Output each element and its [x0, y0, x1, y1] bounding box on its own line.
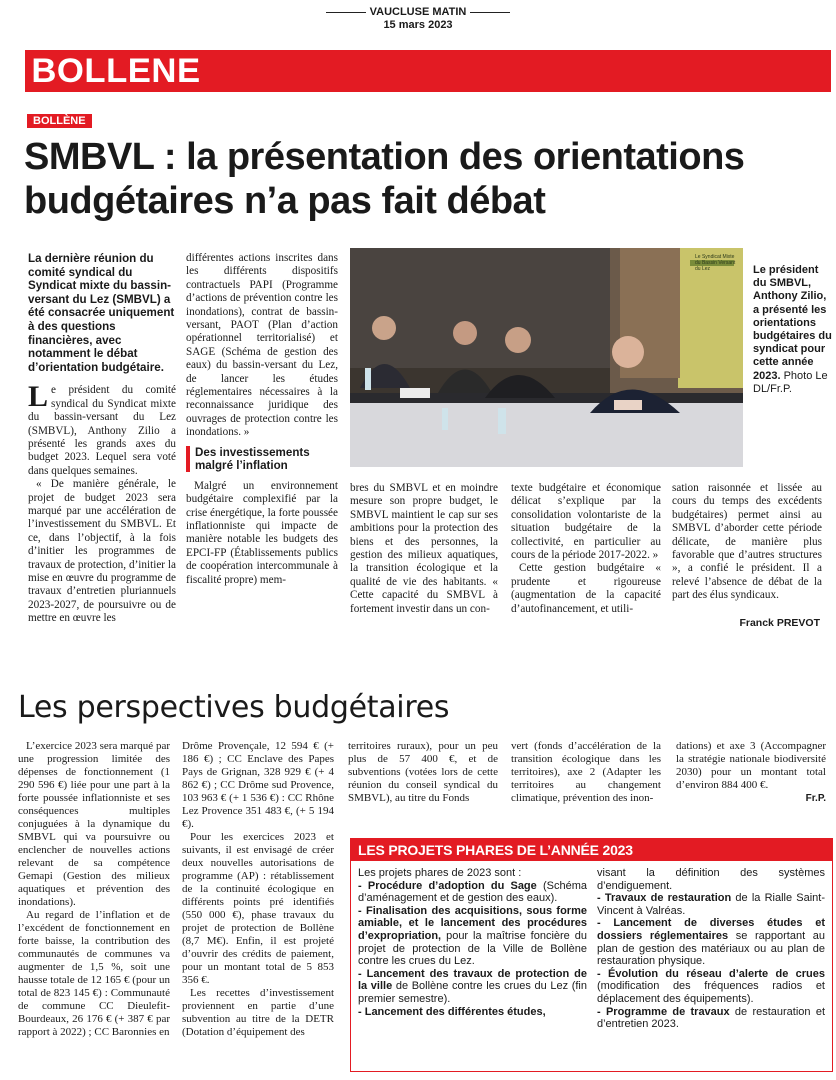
- perspectives-paragraph-8: dations) et axe 3 (Accompagner la stratégie nationale biodiversité 2030) pour un montant total d’environ 884 400 €.: [676, 740, 826, 791]
- article-column-2: [186, 252, 338, 587]
- perspectives-paragraph-3: Drôme Provençale, 12 594 € (+ 186 €) ; CC Enclave des Papes Pays de Grignan, 328 929 € (+ 4 862 €) ; CC Drôme sud Provence, 103 963 € (+ 1 536 €) : CC Rhône Lez Provence 351 483 €, (+ 5 194 €).: [182, 740, 334, 830]
- perspectives-paragraph-4: Pour les exercices 2023 et suivants, il est envisagé de créer deux nouvelles autorisations de programme (AP) : rétablissement de la continuité écologique en différents points pré identifiés (550 000 €), phase travaux du projet de protection de Bollène (8,7 M€). Enfin, il est projeté d’ouvrir des crédits de paiement, pour un montant total de 5 853 356 €.: [182, 831, 334, 986]
- projet-item-5-text: de la Rialle Saint-Vincent à Valréas.: [597, 892, 825, 917]
- article-paragraph-3: différentes actions inscrites dans les différents dispositifs contractuels PAPI (Programme d’actions de prévention contre les inondations), contrat de bassin-versant, PAOT (Plan d’action opérationnel territorialisé) et SAGE (Schéma de gestion des eaux) du bassin-versant du Lez, de lancer les études réglementaires nécessaires à la reconnaissance juridique des ouvrages de protection contre les inondations. »: [186, 252, 338, 439]
- projet-item-2: [358, 905, 587, 968]
- article-paragraph-6: texte budgétaire et économique délicat s’explique par la consolidation volontariste de la situation budgétaire de la collectivité, en particulier au cours de la période 2017-2022. »: [511, 482, 661, 562]
- projet-item-2-bold: - Finalisation des acquisitions, sous forme amiable, et le lancement des procédures d’expropriation,: [358, 904, 587, 942]
- projet-item-2-text: pour la maîtrise foncière du projet de protection de la Ville de Bollène contre les crues du Lez.: [358, 929, 587, 968]
- perspectives-paragraph-1: L’exercice 2023 sera marqué par une progression limitée des dépenses de fonctionnement (1 290 596 €) liée pour une part à la forte poussée inflationniste et ses conséquences multiples conjuguées à la dynamique du SMBVL qui va poursuivre ou enclencher de nouvelles actions relevant de sa compétence Gemapi (Gestion des milieux aquatiques et prévention des inondations).: [18, 740, 170, 908]
- publication-date: 15 mars 2023: [383, 19, 453, 31]
- drop-cap: L: [28, 380, 49, 414]
- perspectives-column-2: [182, 740, 334, 1039]
- projets-phares-title-bar: [351, 839, 832, 861]
- perspectives-column-1: [18, 740, 170, 1039]
- article-column-4: [511, 482, 661, 616]
- photo-credit: Photo Le DL/Fr.P.: [753, 369, 828, 395]
- article-headline: [24, 135, 824, 223]
- newspaper-name: VAUCLUSE MATIN: [369, 6, 467, 18]
- paragraph-1-text: e président du comité syndical du Syndicat mixte du bassin-versant du Lez (SMBVL), Anthony Zilio a présenté les grands axes du budget 2023. Lequel sera voté dans quelques semaines.: [28, 384, 176, 477]
- article-paragraph-8: sation raisonnée et lissée au cours du temps des excédents budgétaires) permet ainsi au SMBVL d’aborder cette période délicate, de manière plus favorable que d’autres structures », a confié le président. Il a relevé l’absence de débat de la part des élus syndicaux.: [672, 482, 822, 602]
- perspectives-heading: Les perspectives budgétaires: [18, 690, 450, 725]
- projet-item-3: [358, 968, 587, 1006]
- perspectives-signature: Fr.P.: [805, 793, 826, 804]
- headline-line-1: SMBVL : la présentation des orientations: [24, 136, 745, 178]
- article-paragraph-7: Cette gestion budgétaire « prudente et rigoureuse (augmentation de la capacité d’autofinancement, et utili-: [511, 562, 661, 615]
- projet-item-3-text: de Bollène contre les crues du Lez (fin premier semestre).: [358, 980, 587, 1005]
- projet-item-1: [358, 880, 587, 905]
- projet-item-6: [597, 917, 825, 967]
- projet-item-6-bold: - Lancement de diverses études et dossiers réglementaires: [597, 917, 825, 942]
- section-banner-label: BOLLENE: [31, 52, 201, 90]
- article-column-1: [28, 252, 176, 626]
- projet-item-5-bold: - Travaux de restauration: [597, 892, 732, 905]
- article-chapeau: La dernière réunion du comité syndical du Syndicat mixte du bassin-versant du Lez (SMBVL) a été consacrée uniquement à des questions financières, avec notamment le débat d’orientation budgétaire.: [28, 252, 175, 374]
- article-paragraph-1: [28, 380, 176, 478]
- projet-item-8-text: de restauration et d’entretien 2023.: [597, 1005, 826, 1031]
- projet-item-8: [597, 1006, 825, 1031]
- projet-item-3-bold: - Lancement des travaux de protection de la ville: [358, 967, 587, 993]
- article-column-3: [350, 482, 498, 616]
- section-banner: [25, 50, 831, 92]
- article-subhead: Des investissements malgré l’inflation: [186, 446, 338, 472]
- photo-caption: [753, 264, 833, 396]
- projet-item-4: [358, 1006, 587, 1019]
- kicker-label: BOLLÈNE: [27, 114, 92, 128]
- projet-item-4-bold: - Lancement des différentes études,: [358, 1005, 546, 1018]
- perspectives-paragraph-6: territoires ruraux), pour un peu plus de 57 400 €, et de subventions (votées lors de cette réunion du conseil syndical du SMBVL), au titre du Fonds: [348, 740, 498, 804]
- projet-item-7-bold: - Évolution du réseau d’alerte de crues: [597, 967, 825, 980]
- projets-phares-box: [350, 838, 833, 1072]
- article-paragraph-4: Malgré un environnement budgétaire complexifié par la crise énergétique, la forte poussée inflationniste qui impacte de manière notable les budgets des EPCI-FP (Établissements publics de coopération intercommunale à fiscalité propre) mem-: [186, 479, 338, 586]
- projets-column-1: [358, 867, 587, 1018]
- projet-item-1-text: (Schéma d’aménagement et de gestion des eaux).: [358, 879, 587, 905]
- article-photo: [350, 248, 743, 467]
- perspectives-paragraph-2: Au regard de l’inflation et de l’excédent de fonctionnement en forte baisse, la contribution des communautés de communes va augmenter de 1,5 %, soit une hausse totale de 12 165 € (pour un total de 823 145 €) : Communauté de commune CC Dieulefit-Bourdeaux, 26 176 € (+ 387 € par rapport à 2022) ; CC Baronnies en: [18, 909, 170, 1038]
- projets-phares-title: LES PROJETS PHARES DE L’ANNÉE 2023: [358, 842, 633, 858]
- projet-item-1-bold: - Procédure d’adoption du Sage: [358, 879, 537, 892]
- perspectives-paragraph-7: vert (fonds d’accélération de la transition écologique dans les territoires), axe 2 (Adapter les territoires au changement climatique, prévention des inon-: [511, 740, 661, 804]
- projet-item-8-bold: - Programme de travaux: [597, 1005, 730, 1018]
- projets-intro: Les projets phares de 2023 sont :: [358, 867, 522, 879]
- projet-item-7: [597, 968, 825, 1006]
- perspectives-column-3: [348, 740, 498, 805]
- headline-line-2: budgétaires n’a pas fait débat: [24, 180, 546, 222]
- projet-item-5: [597, 892, 825, 917]
- perspectives-paragraph-5: Les recettes d’investissement proviennent en partie d’une subvention au titre de la DETR (Dotation d’équipement des: [182, 987, 334, 1038]
- projet-item-4-cont: visant la définition des systèmes d’endiguement.: [597, 867, 825, 892]
- projets-column-2: [597, 867, 825, 1031]
- photo-sign-text: Le Syndicat Mixte du Bassin Versant du Lez: [695, 254, 736, 272]
- article-paragraph-2: « De manière générale, le projet de budget 2023 sera marqué par une accélération de l’investissement du SMBVL. Et ce, dans l’objectif, à la fois d’initier les programmes de travaux de protection, d’initier la mise en œuvre du programme de travaux d’entretien pluriannuels 2023-2027, de poursuivre ou de mettre en œuvre les: [28, 478, 176, 625]
- article-paragraph-5: bres du SMBVL et en moindre mesure son propre budget, le SMBVL maintient le cap sur ses ambitions pour la protection des biens et des personnes, la gestion des milieux aquatiques, la transition écologique et la qualité de vie des habitants. « Cette capacité du SMBVL à fortement investir dans un con-: [350, 482, 498, 615]
- perspectives-column-4: [511, 740, 661, 805]
- masthead: [0, 6, 836, 32]
- article-column-5: [672, 482, 822, 603]
- perspectives-column-5: [676, 740, 826, 805]
- article-signature: Franck PREVOT: [739, 617, 820, 629]
- projet-item-6-text: se rapportant au plan de gestion des matériaux ou au plan de restauration physique.: [597, 929, 825, 968]
- projet-item-7-text: (modification des fréquences radios et déplacement des équipements).: [597, 980, 825, 1005]
- meeting-photo-illustration: [350, 248, 743, 467]
- caption-text: Le président du SMBVL, Anthony Zilio, a présenté les orientations budgétaires du syndicat pour cette année 2023.: [753, 264, 832, 382]
